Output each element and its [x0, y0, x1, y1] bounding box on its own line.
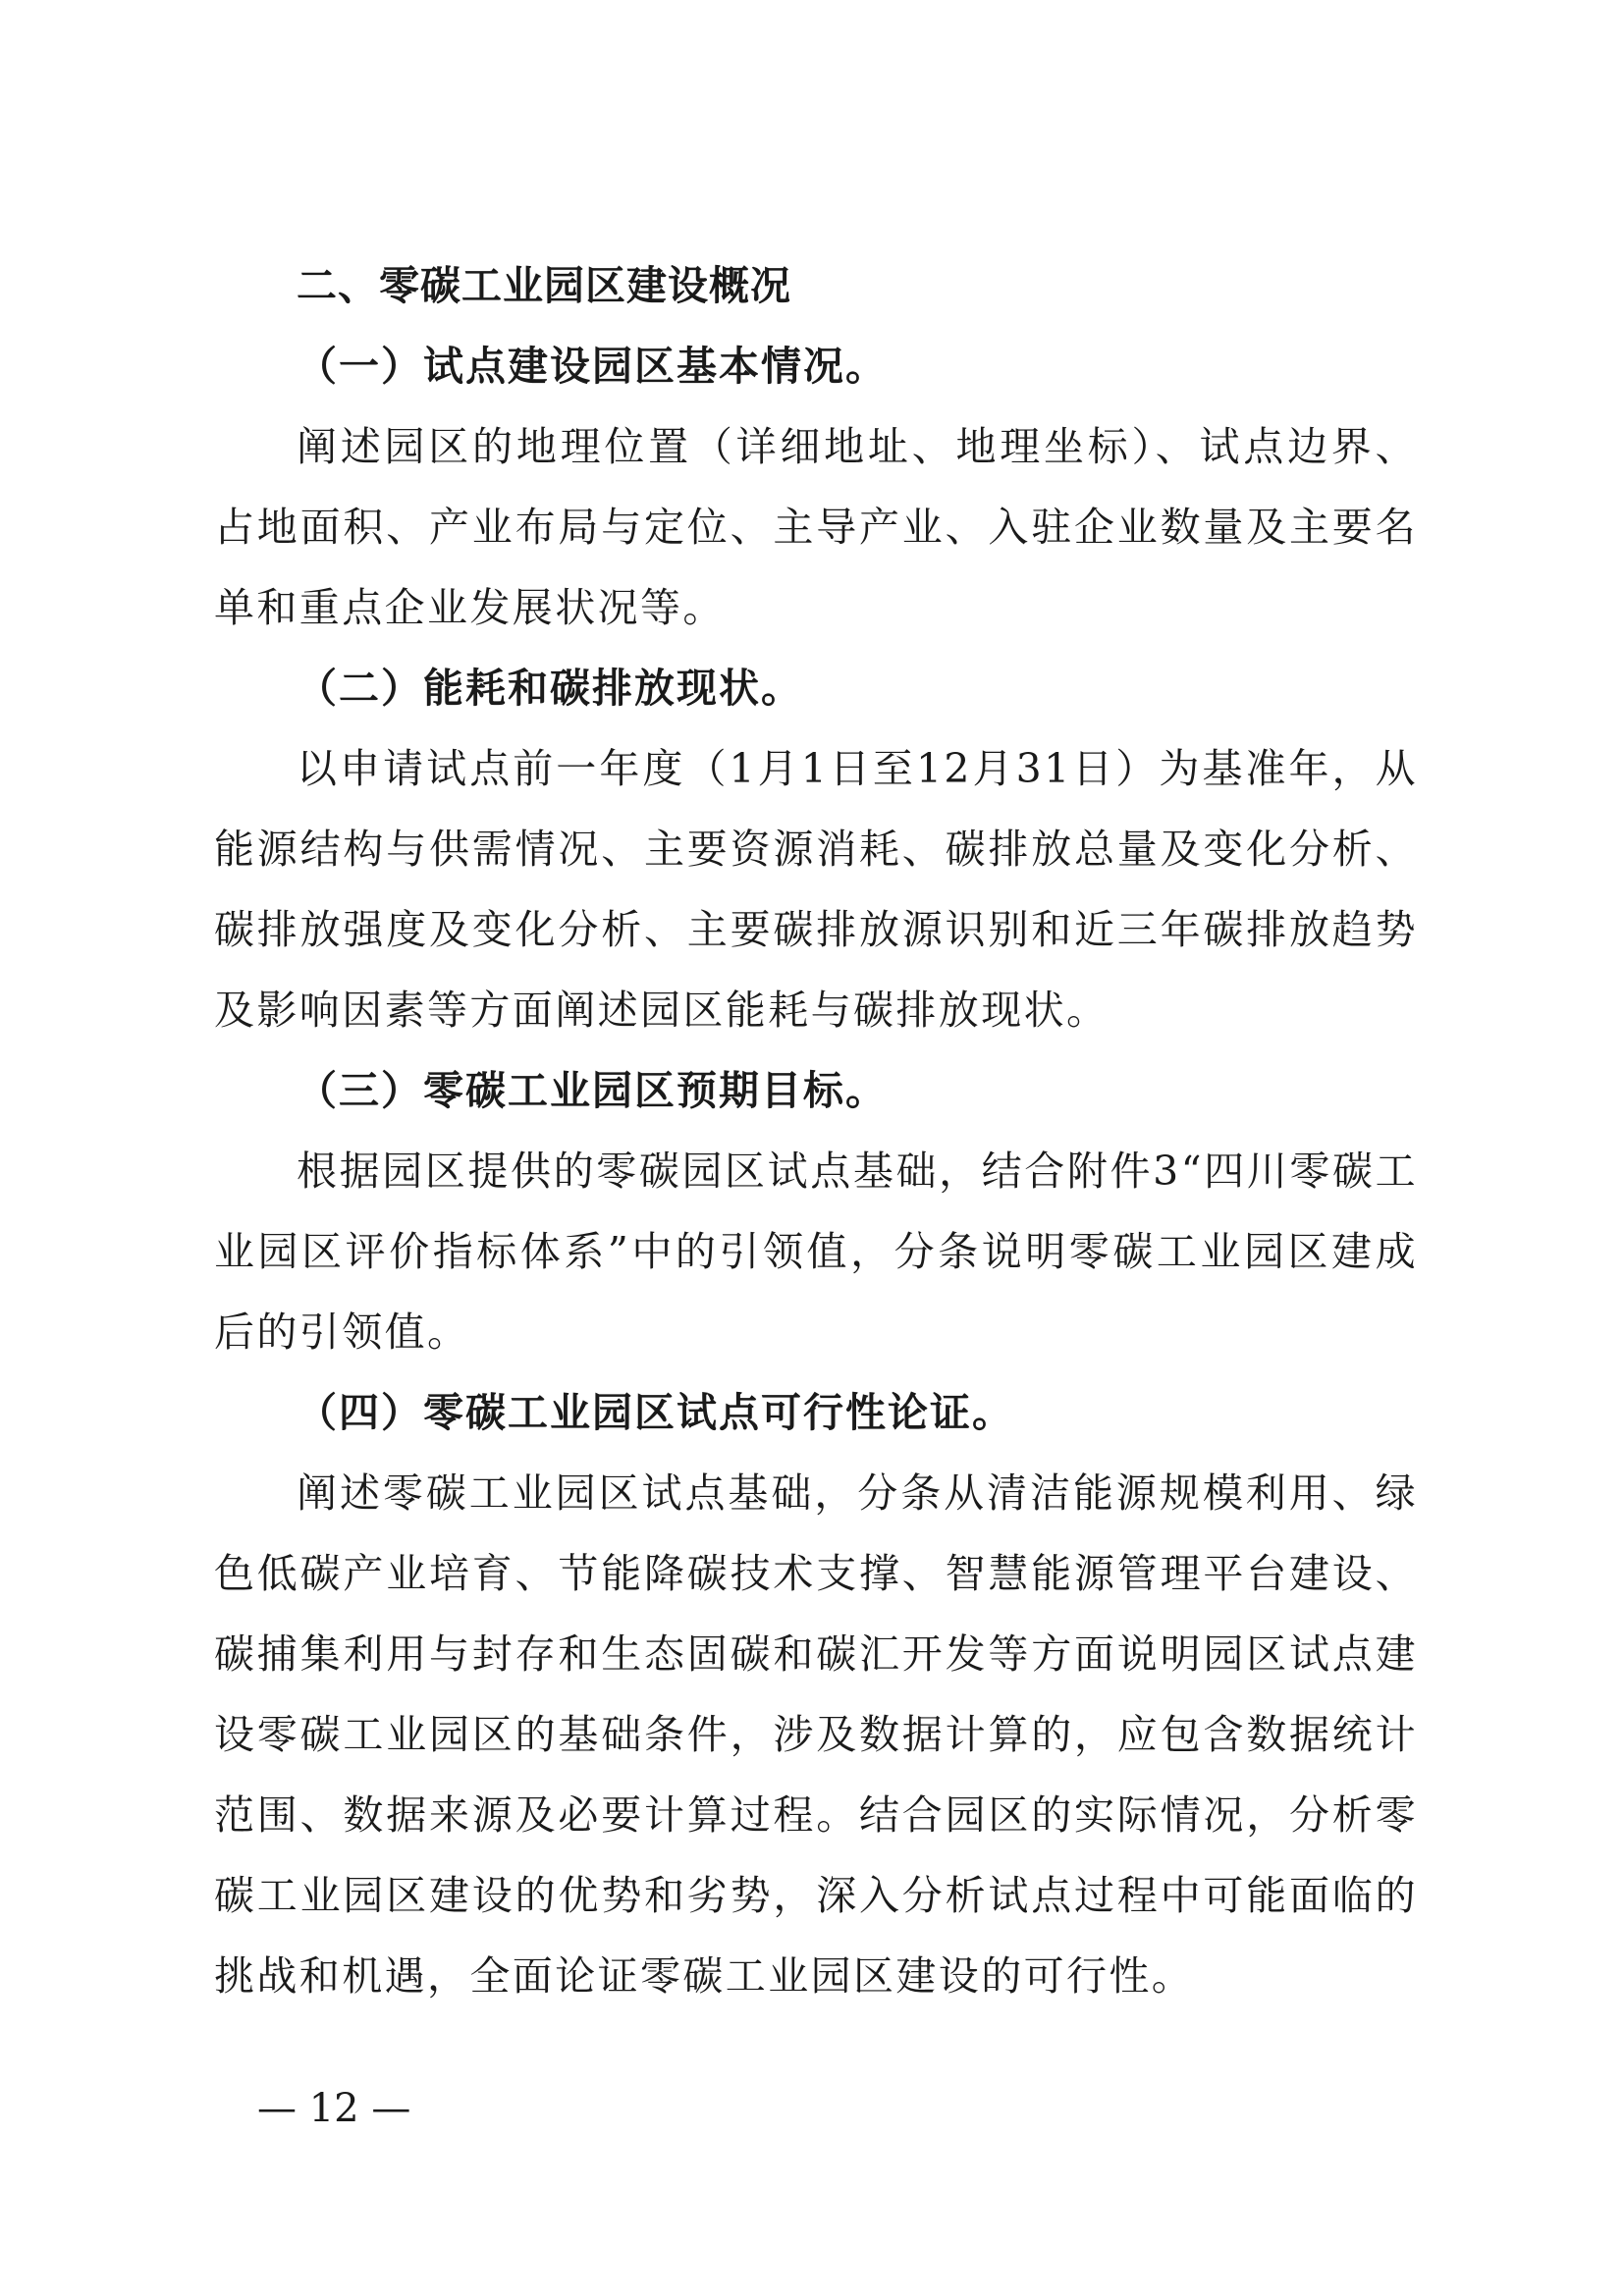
subsection-body-4: 阐述零碳工业园区试点基础，分条从清洁能源规模利用、绿色低碳产业培育、节能降碳技术支撑、智慧能源管理平台建设、碳捕集利用与封存和生态固碳和碳汇开发等方面说明园区试点建设零碳工业园区的基础条件，涉及数据计算的，应包含数据统计范围、数据来源及必要计算过程。结合园区的实际情况，分析零碳工业园区建设的优势和劣势，深入分析试点过程中可能面临的挑战和机遇，全面论证零碳工业园区建设的可行性。 — [214, 1469, 1418, 2000]
subsection-heading-3: （三）零碳工业园区预期目标。 — [297, 1067, 888, 1114]
subsection-heading-1: （一）试点建设园区基本情况。 — [297, 343, 888, 390]
subsection-body-3: 根据园区提供的零碳园区试点基础，结合附件3“四川零碳工业园区评价指标体系”中的引领值，分条说明零碳工业园区建成后的引领值。 — [214, 1148, 1418, 1356]
subsection-heading-4: （四）零碳工业园区试点可行性论证。 — [297, 1389, 1014, 1436]
subsection-body-1: 阐述园区的地理位置（详细地址、地理坐标）、试点边界、占地面积、产业布局与定位、主导产业、入驻企业数量及主要名单和重点企业发展状况等。 — [214, 423, 1418, 631]
page-content — [214, 245, 1418, 2016]
page-number: — 12 — — [257, 2086, 411, 2131]
subsection-body-2: 以申请试点前一年度（1月1日至12月31日）为基准年，从能源结构与供需情况、主要资源消耗、碳排放总量及变化分析、碳排放强度及变化分析、主要碳排放源识别和近三年碳排放趋势及影响因素等方面阐述园区能耗与碳排放现状。 — [214, 745, 1418, 1034]
subsection-heading-2: （二）能耗和碳排放现状。 — [297, 665, 803, 712]
section-title: 二、零碳工业园区建设概况 — [297, 262, 791, 309]
